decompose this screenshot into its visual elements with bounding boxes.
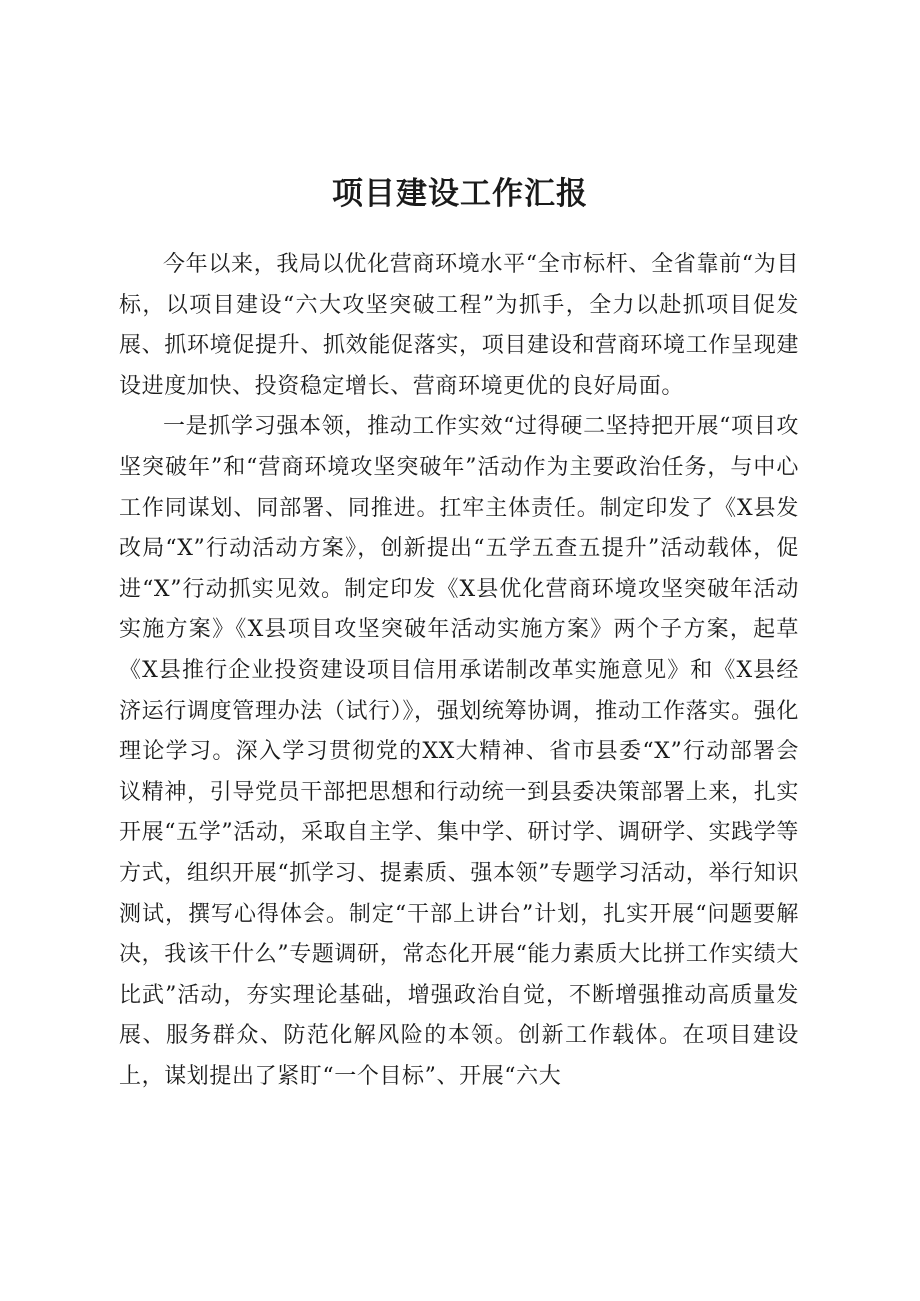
paragraph-study: 一是抓学习强本领，推动工作实效“过得硬二坚持把开展“项目攻坚突破年”和“营商环境攻坚突破年”活动作为主要政治任务，与中心工作同谋划、同部署、同推进。扛牢主体责任。制定印发了《X县发改局“X”行动活动方案》，创新提出“五学五查五提升”活动载体，促进“X”行动抓实见效。制定印发《X县优化营商环境攻坚突破年活动实施方案》《X县项目攻坚突破年活动实施方案》两个子方案，起草《X县推行企业投资建设项目信用承诺制改革实施意见》和《X县经济运行调度管理办法（试行）》，强划统筹协调，推动工作落实。强化理论学习。深入学习贯彻党的XX大精神、省市县委“X”行动部署会议精神，引导党员干部把思想和行动统一到县委决策部署上来，扎实开展“五学”活动，采取自主学、集中学、研讨学、调研学、实践学等方式，组织开展“抓学习、提素质、强本领”专题学习活动，举行知识测试，撰写心得体会。制定“干部上讲台”计划，扎实开展“问题要解决，我该干什么”专题调研，常态化开展“能力素质大比拼工作实绩大比武”活动，夯实理论基础，增强政治自觉，不断增强推动高质量发展、服务群众、防范化解风险的本领。创新工作载体。在项目建设上，谋划提出了紧盯“一个目标”、开展“六大 (119, 414, 799, 1089)
paragraph-intro: 今年以来，我局以优化营商环境水平“全市标杆、全省靠前“为目标，以项目建设“六大攻坚突破工程”为抓手，全力以赴抓项目促发展、抓环境促提升、抓效能促落实，项目建设和营商环境工作呈现建设进度加快、投资稳定增长、营商环境更优的良好局面。 (119, 252, 799, 399)
document-title: 项目建设工作汇报 (332, 176, 588, 212)
document-body (119, 245, 799, 1097)
